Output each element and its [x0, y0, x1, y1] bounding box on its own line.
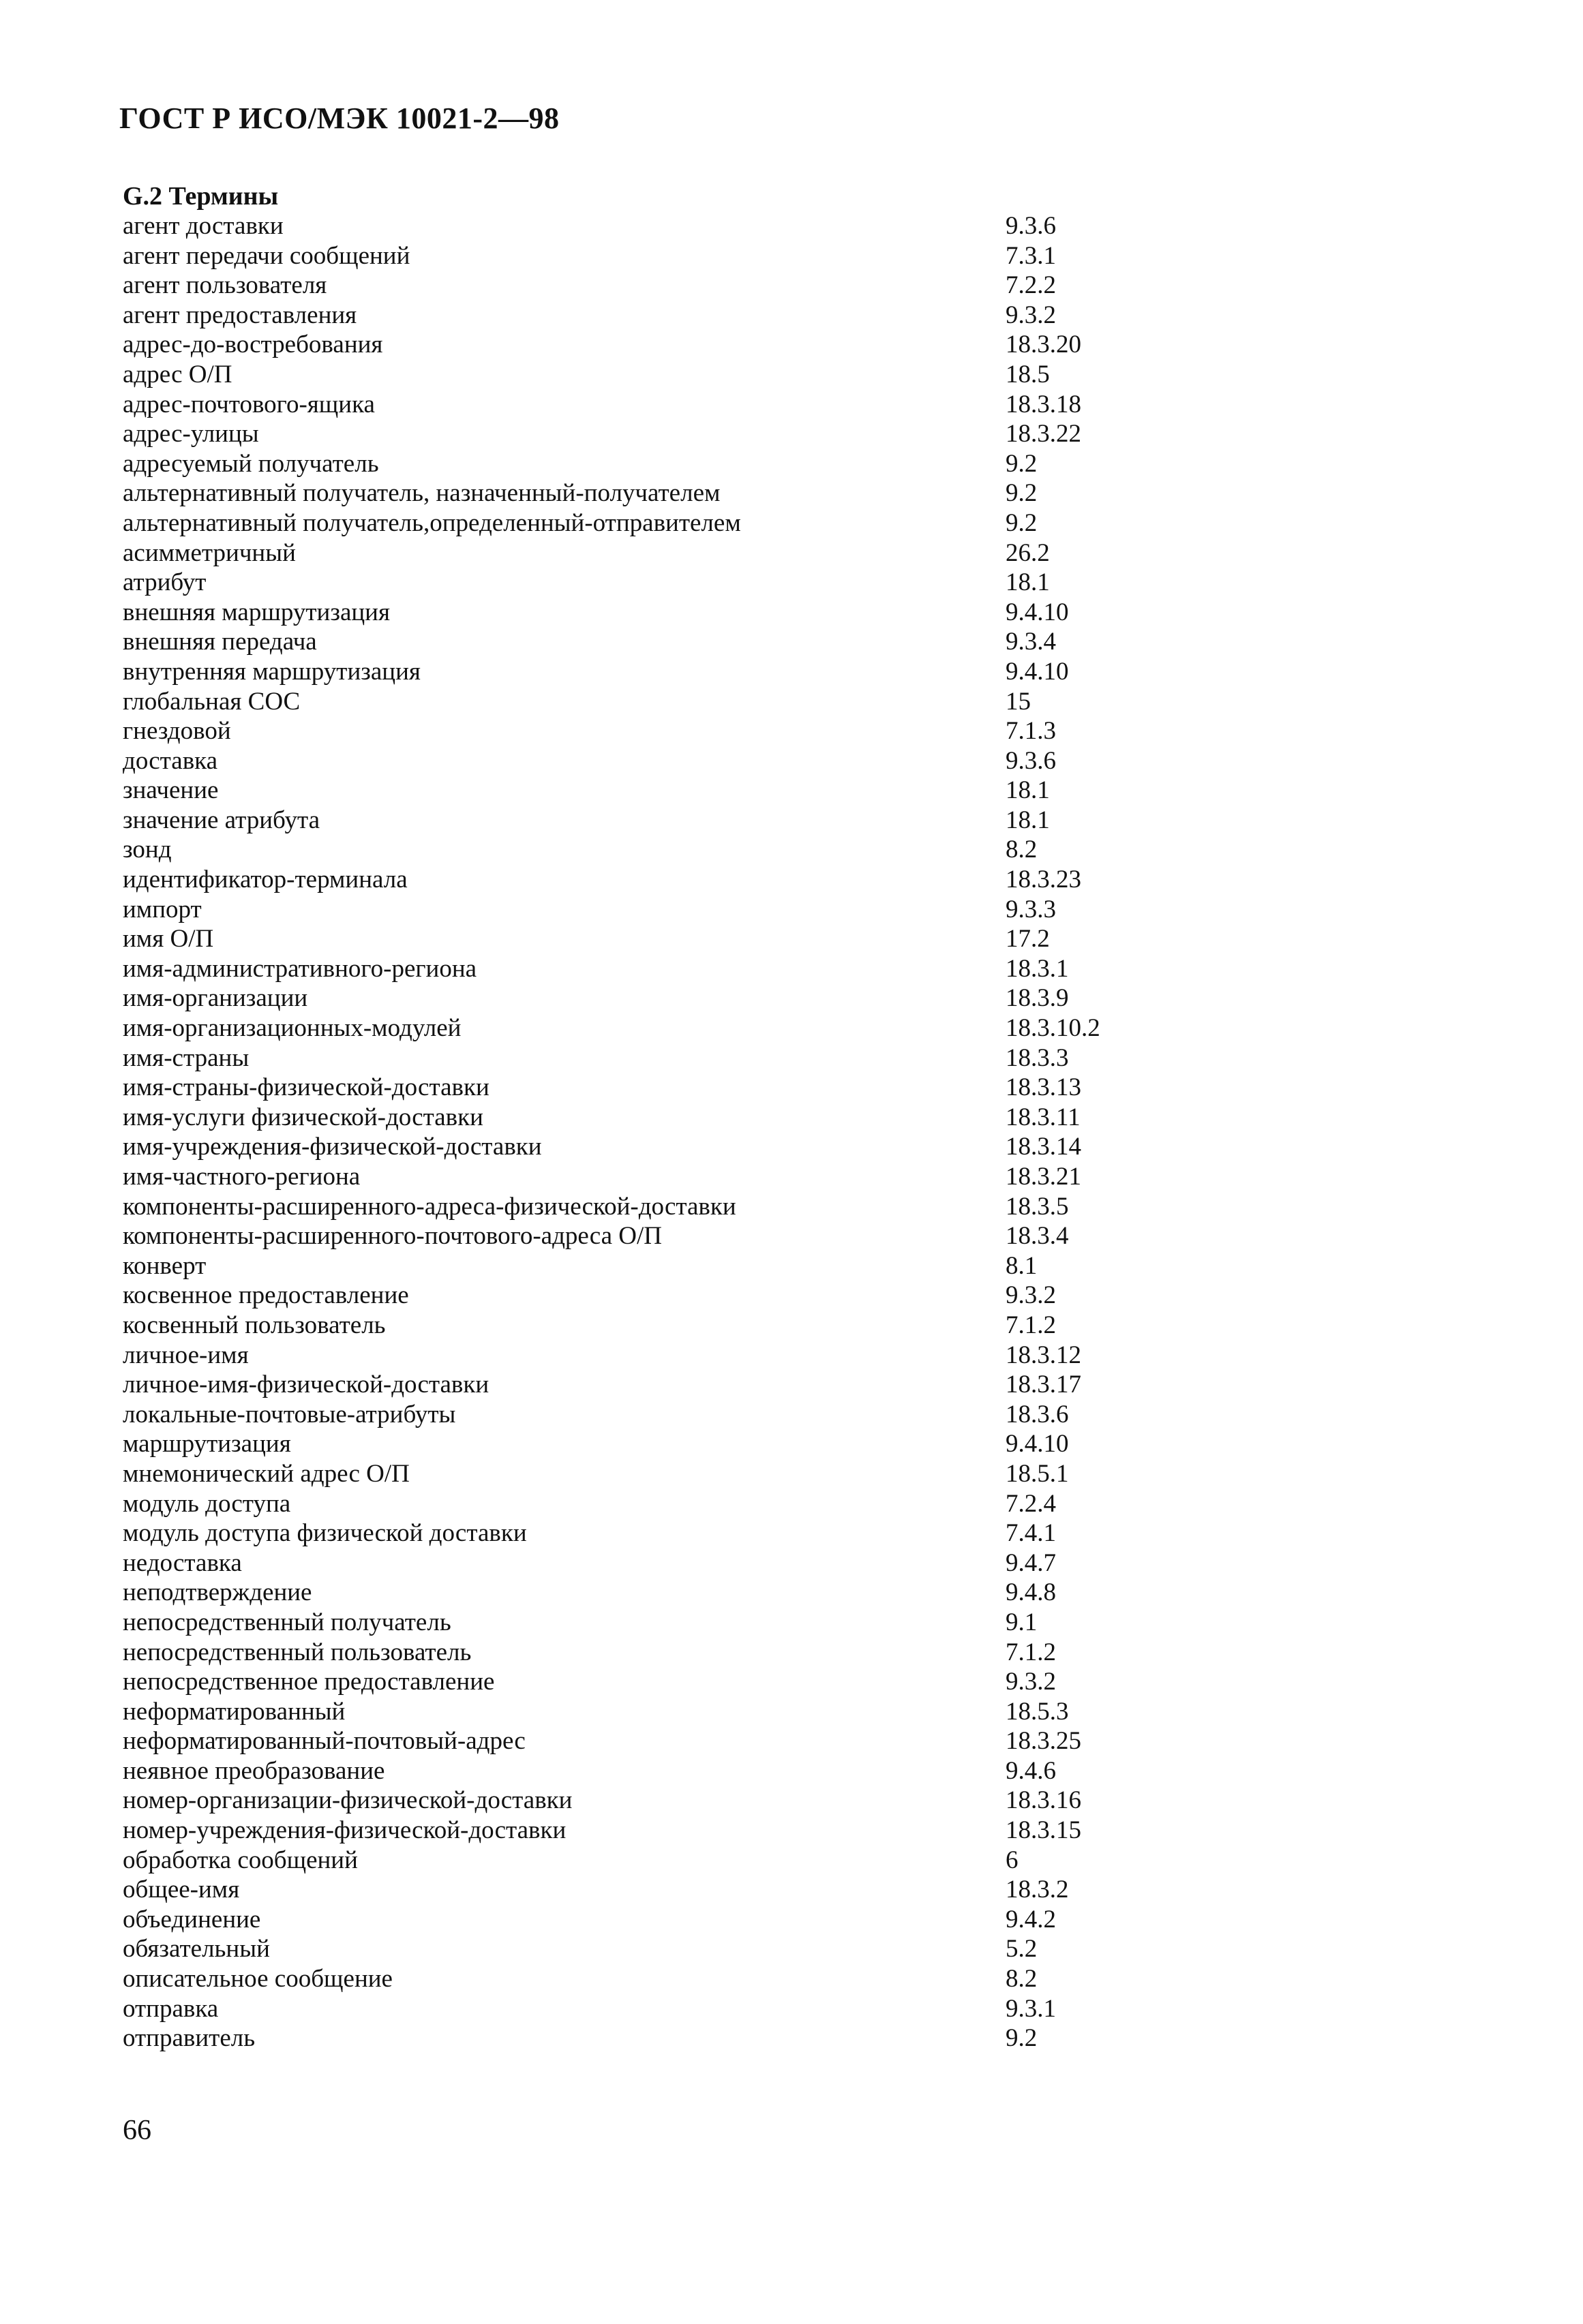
index-entry	[123, 1103, 1145, 1133]
index-term: имя-частного-региона	[123, 1163, 361, 1191]
index-reference: 18.5.3	[1006, 1697, 1069, 1726]
index-entry	[123, 419, 1145, 449]
index-entry	[123, 1934, 1145, 1964]
index-term: имя-страны-физической-доставки	[123, 1073, 489, 1102]
index-reference: 6	[1006, 1846, 1019, 1874]
index-reference: 18.3.10.2	[1006, 1014, 1100, 1043]
index-entry	[123, 1816, 1145, 1846]
index-entry	[123, 1400, 1145, 1430]
index-reference: 18.3.13	[1006, 1073, 1081, 1102]
index-entry	[123, 1221, 1145, 1251]
index-term: импорт	[123, 895, 202, 923]
index-reference: 9.4.6	[1006, 1756, 1056, 1785]
index-reference: 9.3.1	[1006, 1994, 1056, 2023]
index-reference: 9.4.8	[1006, 1578, 1056, 1607]
index-entry	[123, 1251, 1145, 1281]
index-reference: 18.3.14	[1006, 1133, 1081, 1161]
index-term: глобальная СОС	[123, 687, 301, 716]
index-term: общее-имя	[123, 1876, 240, 1904]
index-entry	[123, 568, 1145, 598]
document-header: ГОСТ Р ИСО/МЭК 10021-2—98	[119, 102, 560, 135]
index-term: номер-учреждения-физической-доставки	[123, 1816, 567, 1845]
index-reference: 7.1.2	[1006, 1311, 1056, 1339]
index-term: модуль доступа	[123, 1489, 291, 1518]
index-entry	[123, 806, 1145, 836]
index-entry	[123, 716, 1145, 746]
index-term: конверт	[123, 1251, 207, 1280]
page-number: 66	[123, 2115, 151, 2146]
index-entry	[123, 1013, 1145, 1043]
index-reference: 18.3.15	[1006, 1816, 1081, 1845]
index-reference: 5.2	[1006, 1935, 1038, 1963]
index-entry	[123, 1518, 1145, 1548]
index-reference: 15	[1006, 687, 1031, 716]
index-term: непосредственный пользователь	[123, 1638, 472, 1666]
index-entry	[123, 1548, 1145, 1578]
index-reference: 9.4.2	[1006, 1905, 1056, 1933]
index-entry	[123, 924, 1145, 954]
index-term: доставка	[123, 746, 218, 775]
index-term: модуль доступа физической доставки	[123, 1519, 527, 1548]
index-entry	[123, 508, 1145, 538]
index-entry	[123, 241, 1145, 271]
index-term: неформатированный	[123, 1697, 346, 1726]
index-entry	[123, 478, 1145, 508]
index-entry	[123, 1459, 1145, 1489]
index-entry	[123, 1281, 1145, 1311]
index-term: непосредственное предоставление	[123, 1668, 495, 1696]
index-reference: 18.3.9	[1006, 984, 1069, 1013]
index-reference: 9.2	[1006, 508, 1038, 537]
index-entry	[123, 1964, 1145, 1994]
index-reference: 18.3.4	[1006, 1222, 1069, 1251]
index-term: локальные-почтовые-атрибуты	[123, 1400, 456, 1428]
index-entry	[123, 865, 1145, 895]
index-reference: 8.2	[1006, 836, 1038, 864]
index-term: альтернативный получатель,определенный-отправителем	[123, 508, 741, 537]
index-reference: 7.1.3	[1006, 717, 1056, 746]
index-entry	[123, 1311, 1145, 1341]
index-entry	[123, 360, 1145, 390]
index-entry	[123, 330, 1145, 360]
index-reference: 7.1.2	[1006, 1638, 1056, 1666]
index-reference: 18.3.17	[1006, 1371, 1081, 1399]
index-entry	[123, 271, 1145, 301]
index-entry	[123, 1726, 1145, 1756]
index-term: имя-административного-региона	[123, 954, 477, 983]
index-reference: 18.3.18	[1006, 390, 1081, 418]
index-reference: 18.3.2	[1006, 1876, 1069, 1904]
index-term: неформатированный-почтовый-адрес	[123, 1727, 526, 1756]
index-reference: 9.2	[1006, 2024, 1038, 2053]
index-term: имя-учреждения-физической-доставки	[123, 1133, 542, 1161]
index-entry	[123, 1875, 1145, 1905]
index-reference: 18.3.11	[1006, 1103, 1081, 1131]
index-term: косвенное предоставление	[123, 1281, 409, 1310]
index-entry	[123, 301, 1145, 331]
index-entry	[123, 598, 1145, 628]
index-reference: 18.1	[1006, 806, 1050, 834]
index-entry	[123, 983, 1145, 1013]
index-term: агент передачи сообщений	[123, 241, 410, 270]
index-entry	[123, 657, 1145, 687]
index-reference: 18.1	[1006, 568, 1050, 597]
index-reference: 18.3.3	[1006, 1043, 1069, 1072]
index-reference: 8.1	[1006, 1251, 1038, 1280]
index-reference: 9.4.7	[1006, 1548, 1056, 1577]
index-entry	[123, 1994, 1145, 2024]
index-entry	[123, 1697, 1145, 1727]
index-entry	[123, 627, 1145, 657]
index-term: имя-организационных-модулей	[123, 1014, 462, 1043]
index-reference: 18.3.22	[1006, 420, 1081, 448]
index-reference: 9.3.6	[1006, 212, 1056, 240]
index-entry	[123, 1132, 1145, 1162]
index-entry	[123, 687, 1145, 717]
index-term: отправка	[123, 1994, 219, 2023]
index-entry	[123, 1341, 1145, 1371]
index-term: адрес О/П	[123, 360, 232, 388]
index-reference: 18.1	[1006, 776, 1050, 805]
index-term: агент предоставления	[123, 301, 357, 329]
index-term: описательное сообщение	[123, 1965, 393, 1993]
index-reference: 9.3.6	[1006, 746, 1056, 775]
index-reference: 9.4.10	[1006, 598, 1069, 626]
index-reference: 9.3.2	[1006, 1668, 1056, 1696]
index-entry	[123, 2023, 1145, 2053]
index-entry	[123, 1786, 1145, 1816]
index-term: непосредственный получатель	[123, 1608, 451, 1636]
index-entry	[123, 211, 1145, 241]
index-term: недоставка	[123, 1548, 242, 1577]
index-entry	[123, 1429, 1145, 1459]
index-term: асимметричный	[123, 538, 296, 567]
index-term: адресуемый получатель	[123, 449, 379, 478]
index-reference: 18.3.1	[1006, 954, 1069, 983]
index-reference: 18.5.1	[1006, 1459, 1069, 1488]
index-term: адрес-до-востребования	[123, 331, 383, 359]
index-reference: 7.4.1	[1006, 1519, 1056, 1548]
index-reference: 18.3.5	[1006, 1192, 1069, 1221]
index-term: личное-имя-физической-доставки	[123, 1371, 489, 1399]
index-entry	[123, 1756, 1145, 1786]
index-reference: 9.3.3	[1006, 895, 1056, 923]
index-term: внешняя маршрутизация	[123, 598, 390, 626]
index-term: обязательный	[123, 1935, 270, 1963]
index-reference: 18.5	[1006, 360, 1050, 388]
index-entry	[123, 1667, 1145, 1697]
index-term: идентификатор-терминала	[123, 866, 408, 894]
index-term: объединение	[123, 1905, 261, 1933]
index-entry	[123, 954, 1145, 984]
section-title: G.2 Термины	[123, 182, 279, 211]
index-entry	[123, 449, 1145, 479]
index-reference: 18.3.20	[1006, 331, 1081, 359]
index-term: неподтверждение	[123, 1578, 312, 1607]
index-reference: 7.2.4	[1006, 1489, 1056, 1518]
index-term: атрибут	[123, 568, 207, 597]
index-term: косвенный пользователь	[123, 1311, 386, 1339]
index-entry	[123, 390, 1145, 420]
index-entry	[123, 1043, 1145, 1073]
index-reference: 7.3.1	[1006, 241, 1056, 270]
index-term: компоненты-расширенного-почтового-адреса О/П	[123, 1222, 663, 1251]
index-reference: 9.4.10	[1006, 1430, 1069, 1458]
index-reference: 9.3.2	[1006, 1281, 1056, 1310]
index-term: значение атрибута	[123, 806, 320, 834]
index-entry	[123, 835, 1145, 865]
index-term: маршрутизация	[123, 1430, 291, 1458]
index-reference: 9.3.4	[1006, 628, 1056, 656]
index-term: гнездовой	[123, 717, 231, 746]
index-entry	[123, 1192, 1145, 1222]
index-term: имя О/П	[123, 925, 214, 953]
index-term: компоненты-расширенного-адреса-физической-доставки	[123, 1192, 736, 1221]
index-term: агент доставки	[123, 212, 284, 240]
index-term: личное-имя	[123, 1341, 249, 1369]
index-reference: 9.3.2	[1006, 301, 1056, 329]
index-term: альтернативный получатель, назначенный-получателем	[123, 479, 721, 508]
index-term: имя-организации	[123, 984, 308, 1013]
index-reference: 9.4.10	[1006, 657, 1069, 686]
index-entry	[123, 776, 1145, 806]
index-term: зонд	[123, 836, 172, 864]
index-reference: 18.3.12	[1006, 1341, 1081, 1369]
index-reference: 17.2	[1006, 925, 1050, 953]
index-term: адрес-почтового-ящика	[123, 390, 375, 418]
index-term: обработка сообщений	[123, 1846, 358, 1874]
index-term: внутренняя маршрутизация	[123, 657, 421, 686]
index-entry	[123, 538, 1145, 568]
index-entry	[123, 895, 1145, 925]
index-term: имя-страны	[123, 1043, 250, 1072]
index-entry	[123, 1846, 1145, 1876]
index-term: адрес-улицы	[123, 420, 259, 448]
index-reference: 18.3.23	[1006, 866, 1081, 894]
index-reference: 18.3.6	[1006, 1400, 1069, 1428]
index-entry	[123, 1578, 1145, 1608]
index-term: имя-услуги физической-доставки	[123, 1103, 483, 1131]
index-reference: 18.3.25	[1006, 1727, 1081, 1756]
index-term: отправитель	[123, 2024, 256, 2053]
index-reference: 18.3.21	[1006, 1163, 1081, 1191]
index-entry	[123, 746, 1145, 776]
terms-index-list	[123, 211, 1145, 2053]
index-reference: 26.2	[1006, 538, 1050, 567]
index-entry	[123, 1073, 1145, 1103]
index-term: номер-организации-физической-доставки	[123, 1786, 573, 1815]
index-term: внешняя передача	[123, 628, 317, 656]
index-entry	[123, 1370, 1145, 1400]
index-reference: 9.2	[1006, 449, 1038, 478]
index-entry	[123, 1162, 1145, 1192]
index-term: мнемонический адрес О/П	[123, 1459, 410, 1488]
index-reference: 7.2.2	[1006, 271, 1056, 300]
index-term: неявное преобразование	[123, 1756, 385, 1785]
index-reference: 18.3.16	[1006, 1786, 1081, 1815]
index-reference: 9.2	[1006, 479, 1038, 508]
index-entry	[123, 1608, 1145, 1638]
index-entry	[123, 1489, 1145, 1519]
index-term: значение	[123, 776, 219, 805]
index-reference: 8.2	[1006, 1965, 1038, 1993]
index-entry	[123, 1638, 1145, 1668]
index-entry	[123, 1905, 1145, 1935]
index-reference: 9.1	[1006, 1608, 1038, 1636]
index-term: агент пользователя	[123, 271, 327, 300]
